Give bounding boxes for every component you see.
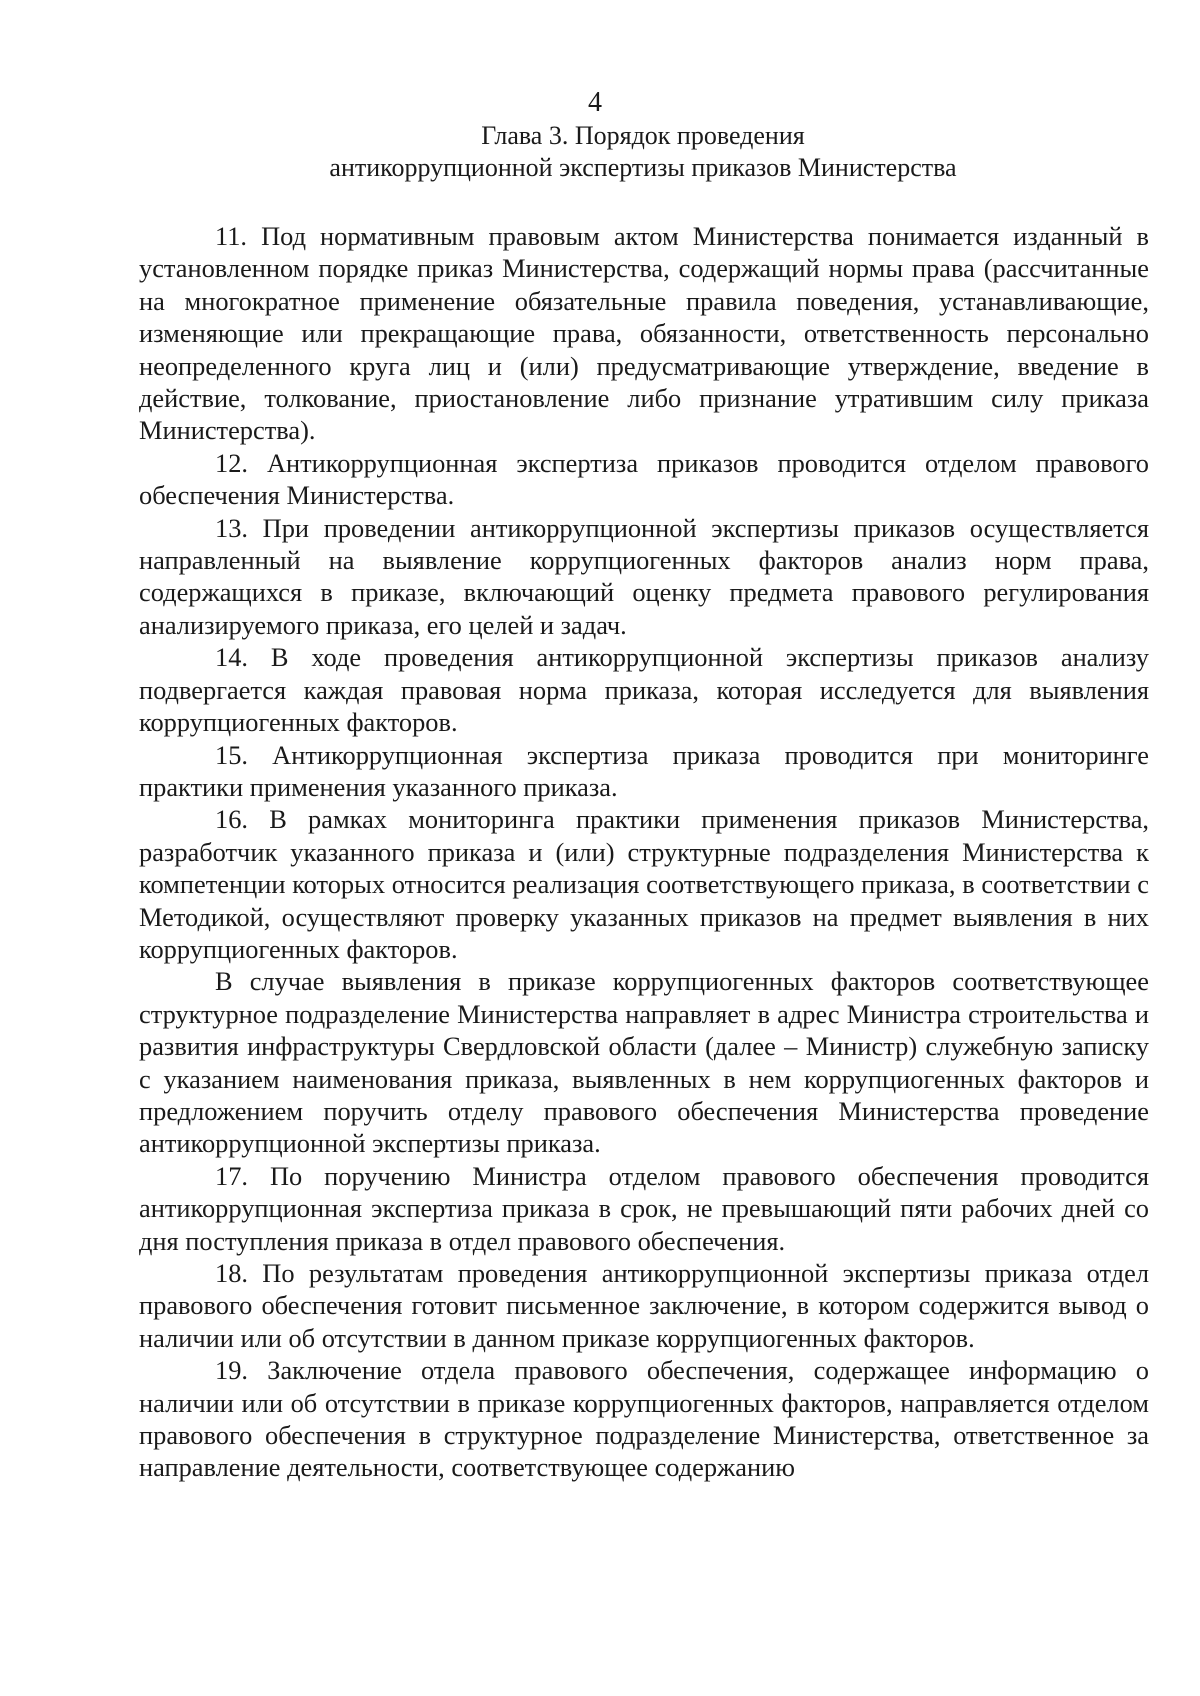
page-number: 4 (588, 87, 602, 118)
paragraph-16: 16. В рамках мониторинга практики применения приказов Министерства, разработчик указанного приказа и (или) структурные подразделения Министерства к компетенции которых относится реализация соответствующего приказа, в соответствии с Методикой, осуществляют проверку указанных приказов на предмет выявления в них коррупциогенных факторов. (139, 804, 1149, 964)
paragraph-17: 17. По поручению Министра отделом правового обеспечения проводится антикоррупционная экспертиза приказа в срок, не превышающий пяти рабочих дней со дня поступления приказа в отдел правового обеспечения. (139, 1160, 1149, 1256)
paragraph-11: 11. Под нормативным правовым актом Министерства понимается изданный в установленном порядке приказ Министерства, содержащий нормы права (рассчитанные на многократное применение обязательные правила поведения, устанавливающие, изменяющие или прекращающие права, обязанности, ответственность персонально неопределенного круга лиц и (или) предусматривающие утверждение, введение в действие, толкование, приостановление либо признание утратившим силу приказа Министерства). (139, 221, 1149, 446)
paragraph-12: 12. Антикоррупционная экспертиза приказов проводится отделом правового обеспечения Министерства. (139, 447, 1149, 511)
paragraph-15: 15. Антикоррупционная экспертиза приказа проводится при мониторинге практики применения указанного приказа. (139, 739, 1149, 802)
document-body (139, 220, 1149, 1484)
chapter-title-line-1: Глава 3. Порядок проведения (481, 121, 805, 150)
paragraph-13: 13. При проведении антикоррупционной экспертизы приказов осуществляется направленный на выявление коррупциогенных факторов анализ норм права, содержащихся в приказе, включающий оценку предмета правового регулирования анализируемого приказа, его целей и задач. (139, 512, 1149, 640)
paragraph-18: 18. По результатам проведения антикоррупционной экспертизы приказа отдел правового обеспечения готовит письменное заключение, в котором содержится вывод о наличии или об отсутствии в данном приказе коррупциогенных факторов. (139, 1258, 1149, 1353)
paragraph-19: 19. Заключение отдела правового обеспечения, содержащее информацию о наличии или об отсутствии в приказе коррупциогенных факторов, направляется отделом правового обеспечения в структурное подразделение Министерства, ответственное за направление деятельности, соответствующее содержанию (139, 1355, 1149, 1483)
paragraph-14: 14. В ходе проведения антикоррупционной экспертизы приказов анализу подвергается каждая правовая норма приказа, которая исследуется для выявления коррупциогенных факторов. (139, 642, 1149, 738)
chapter-title (0, 120, 1200, 184)
paragraph-16-continuation: В случае выявления в приказе коррупциогенных факторов соответствующее структурное подразделение Министерства направляет в адрес Министра строительства и развития инфраструктуры Свердловской области (далее – Министр) служебную записку с указанием наименования приказа, выявленных в нем коррупциогенных факторов и предложением поручить отделу правового обеспечения Министерства проведение антикоррупционной экспертизы приказа. (139, 966, 1149, 1159)
chapter-title-line-2: антикоррупционной экспертизы приказов Министерства (329, 153, 957, 182)
